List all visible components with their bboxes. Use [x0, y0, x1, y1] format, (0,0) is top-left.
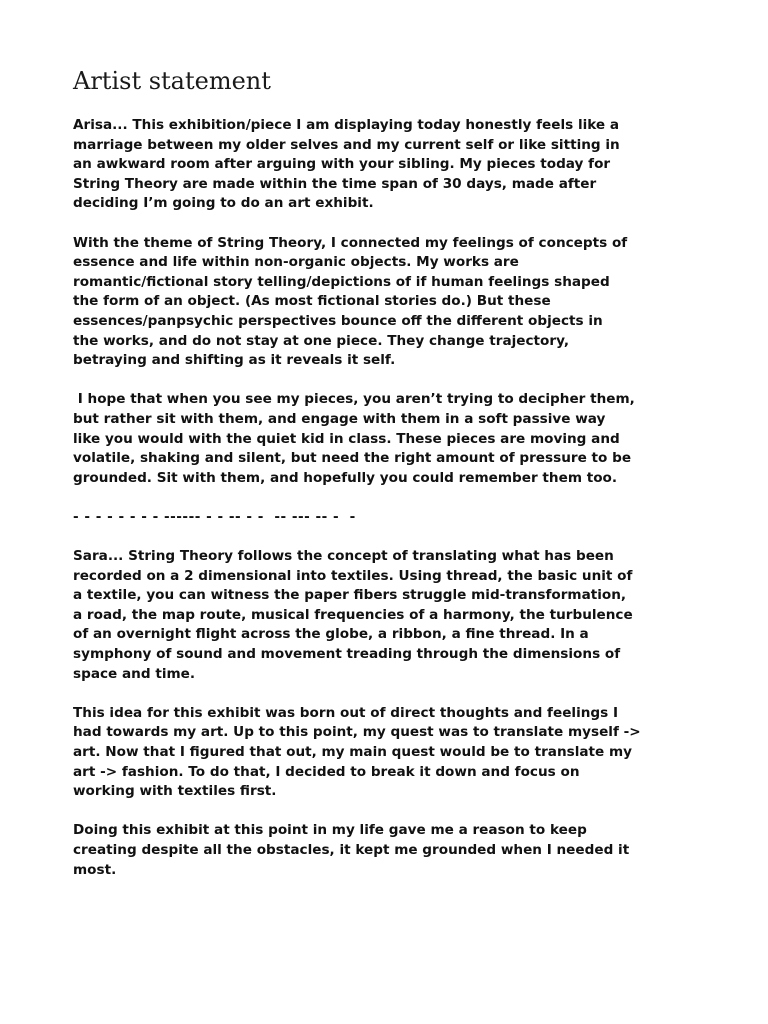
document-body: [73, 116, 713, 900]
paragraph-string-theory-theme: With the theme of String Theory, I connected my feelings of concepts of essence and life within non-organic objects. My works are romantic/fictional story telling/depictions of if human feelings shaped the form of an object. (As most fictional stories do.) But these essences/panpsychic perspectives bounce off the different objects in the works, and do not stay at one piece. They change trajectory, betraying and shifting as it reveals it self.: [73, 234, 628, 369]
paragraph-hope: I hope that when you see my pieces, you aren’t trying to decipher them, but rather sit with them, and engage with them in a soft passive way like you would with the quiet kid in class. These pieces are moving and volatile, shaking and silent, but need the right amount of pressure to be grounded. Sit with them, and hopefully you could remember them too.: [73, 391, 635, 486]
document-title: Artist statement: [73, 67, 271, 95]
paragraph-closing: Doing this exhibit at this point in my life gave me a reason to keep creating despite all the obstacles, it kept me grounded when I needed it most.: [73, 822, 630, 878]
paragraph-exhibit-idea: This idea for this exhibit was born out of direct thoughts and feelings I had towards my art. Up to this point, my quest was to translate myself -> art. Now that I figured that out, my main quest would be to translate my art -> fashion. To do that, I decided to break it down and focus on working with textiles first.: [73, 704, 641, 800]
section-divider: - - - - - - - - ------ - - -- - - -- --- -- - -: [73, 508, 356, 525]
paragraph-sara-intro: Sara... String Theory follows the concept of translating what has been recorded on a 2 dimensional into textiles. Using thread, the basic unit of a textile, you can witness the paper fibers struggle mid-transformation, a road, the map route, musical frequencies of a harmony, the turbulence of an overnight flight across the globe, a ribbon, a fine thread. In a symphony of sound and movement treading through the dimensions of space and time.: [73, 548, 633, 682]
paragraph-arisa-intro: Arisa... This exhibition/piece I am displaying today honestly feels like a marriage between my older selves and my current self or like sitting in an awkward room after arguing with your sibling. My pieces today for String Theory are made within the time span of 30 days, made after deciding I’m going to do an art exhibit.: [73, 117, 620, 212]
